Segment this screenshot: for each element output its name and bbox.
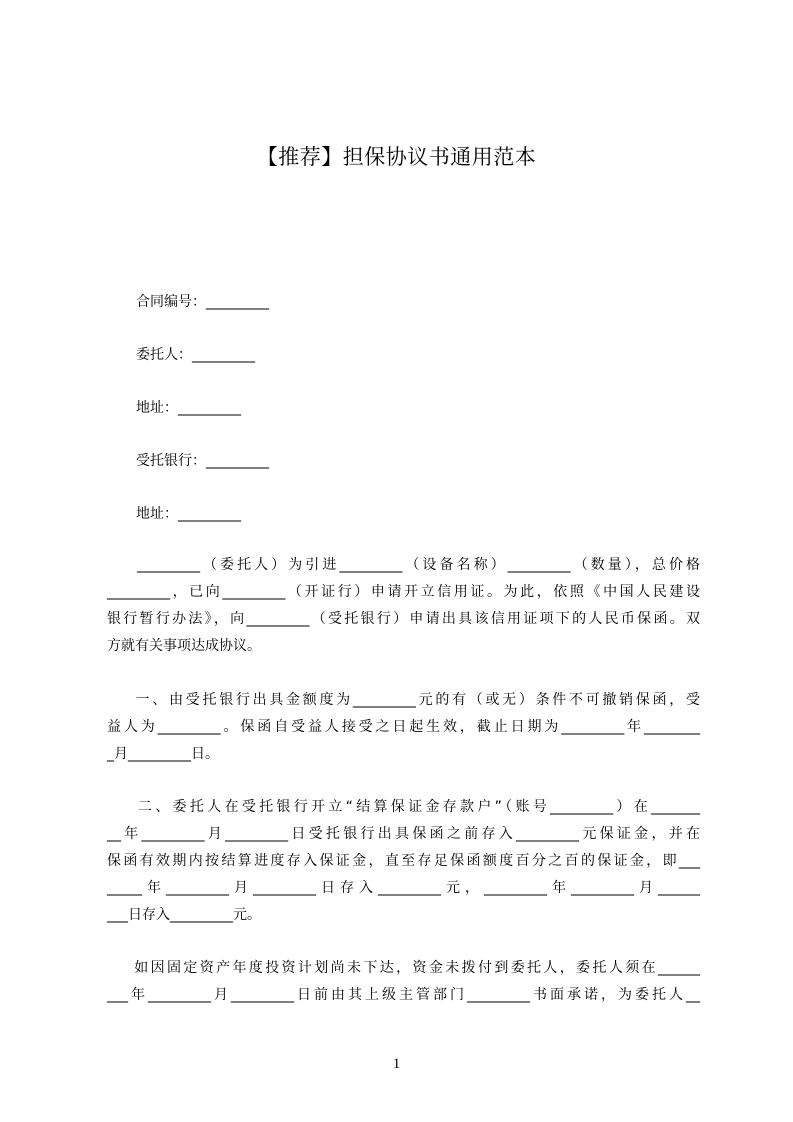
bank-address-field: 地址：_________ xyxy=(136,506,241,522)
trustee-bank-field: 受托银行：_________ xyxy=(136,453,269,469)
principal-address-field: 地址：_________ xyxy=(136,400,241,416)
paragraph-line: 二、委托人在受托银行开立“结算保证金存款户”（账号_________）在_______ xyxy=(107,799,700,815)
paragraph-line: ___年_________月_________日前由其上级主管部门_________书面承诺，为委托人__ xyxy=(107,987,700,1003)
clause-one-paragraph xyxy=(107,687,700,768)
paragraph-line: 益人为_________。保函自受益人接受之日起生效，截止日期为_________年________ xyxy=(107,719,700,735)
page-number: 1 xyxy=(392,1056,401,1072)
contract-number-field: 合同编号：_________ xyxy=(136,294,269,310)
paragraph-line: ___日存入_________元。 xyxy=(107,907,261,923)
paragraph-line: 保函有效期内按结算进度存入保证金，直至存足保函额度百分之百的保证金，即___ xyxy=(107,853,700,869)
clause-two-paragraph xyxy=(107,794,700,929)
paragraph-line: __年_________月_________日受托银行出具保函之前存入_________元保证金，并在 xyxy=(107,826,700,842)
paragraph-line: 银行暂行办法》，向_________（受托银行）申请出具该信用证项下的人民币保函。双 xyxy=(107,611,700,627)
paragraph-line: 一、由受托银行出具金额度为_________元的有（或无）条件不可撤销保函，受 xyxy=(107,692,700,708)
paragraph-line: _________，已向_________（开证行）申请开立信用证。为此，依照《中国人民建设 xyxy=(107,584,700,600)
document-title: 【推荐】担保协议书通用范本 xyxy=(256,145,537,169)
paragraph-line: 方就有关事项达成协议。 xyxy=(107,638,261,654)
funding-paragraph xyxy=(107,955,700,1009)
intro-paragraph xyxy=(107,552,700,660)
principal-field: 委托人：_________ xyxy=(136,347,255,363)
paragraph-line: _月_________日。 xyxy=(107,746,219,762)
paragraph-line: _________（委托人）为引进_________（设备名称）_________（数量），总价格 xyxy=(107,557,700,573)
paragraph-line: 如因固定资产年度投资计划尚未下达，资金未拨付到委托人，委托人须在______ xyxy=(107,960,700,976)
paragraph-line: _____年_________月_________日存入_________元，_________年_________月______ xyxy=(107,880,700,896)
